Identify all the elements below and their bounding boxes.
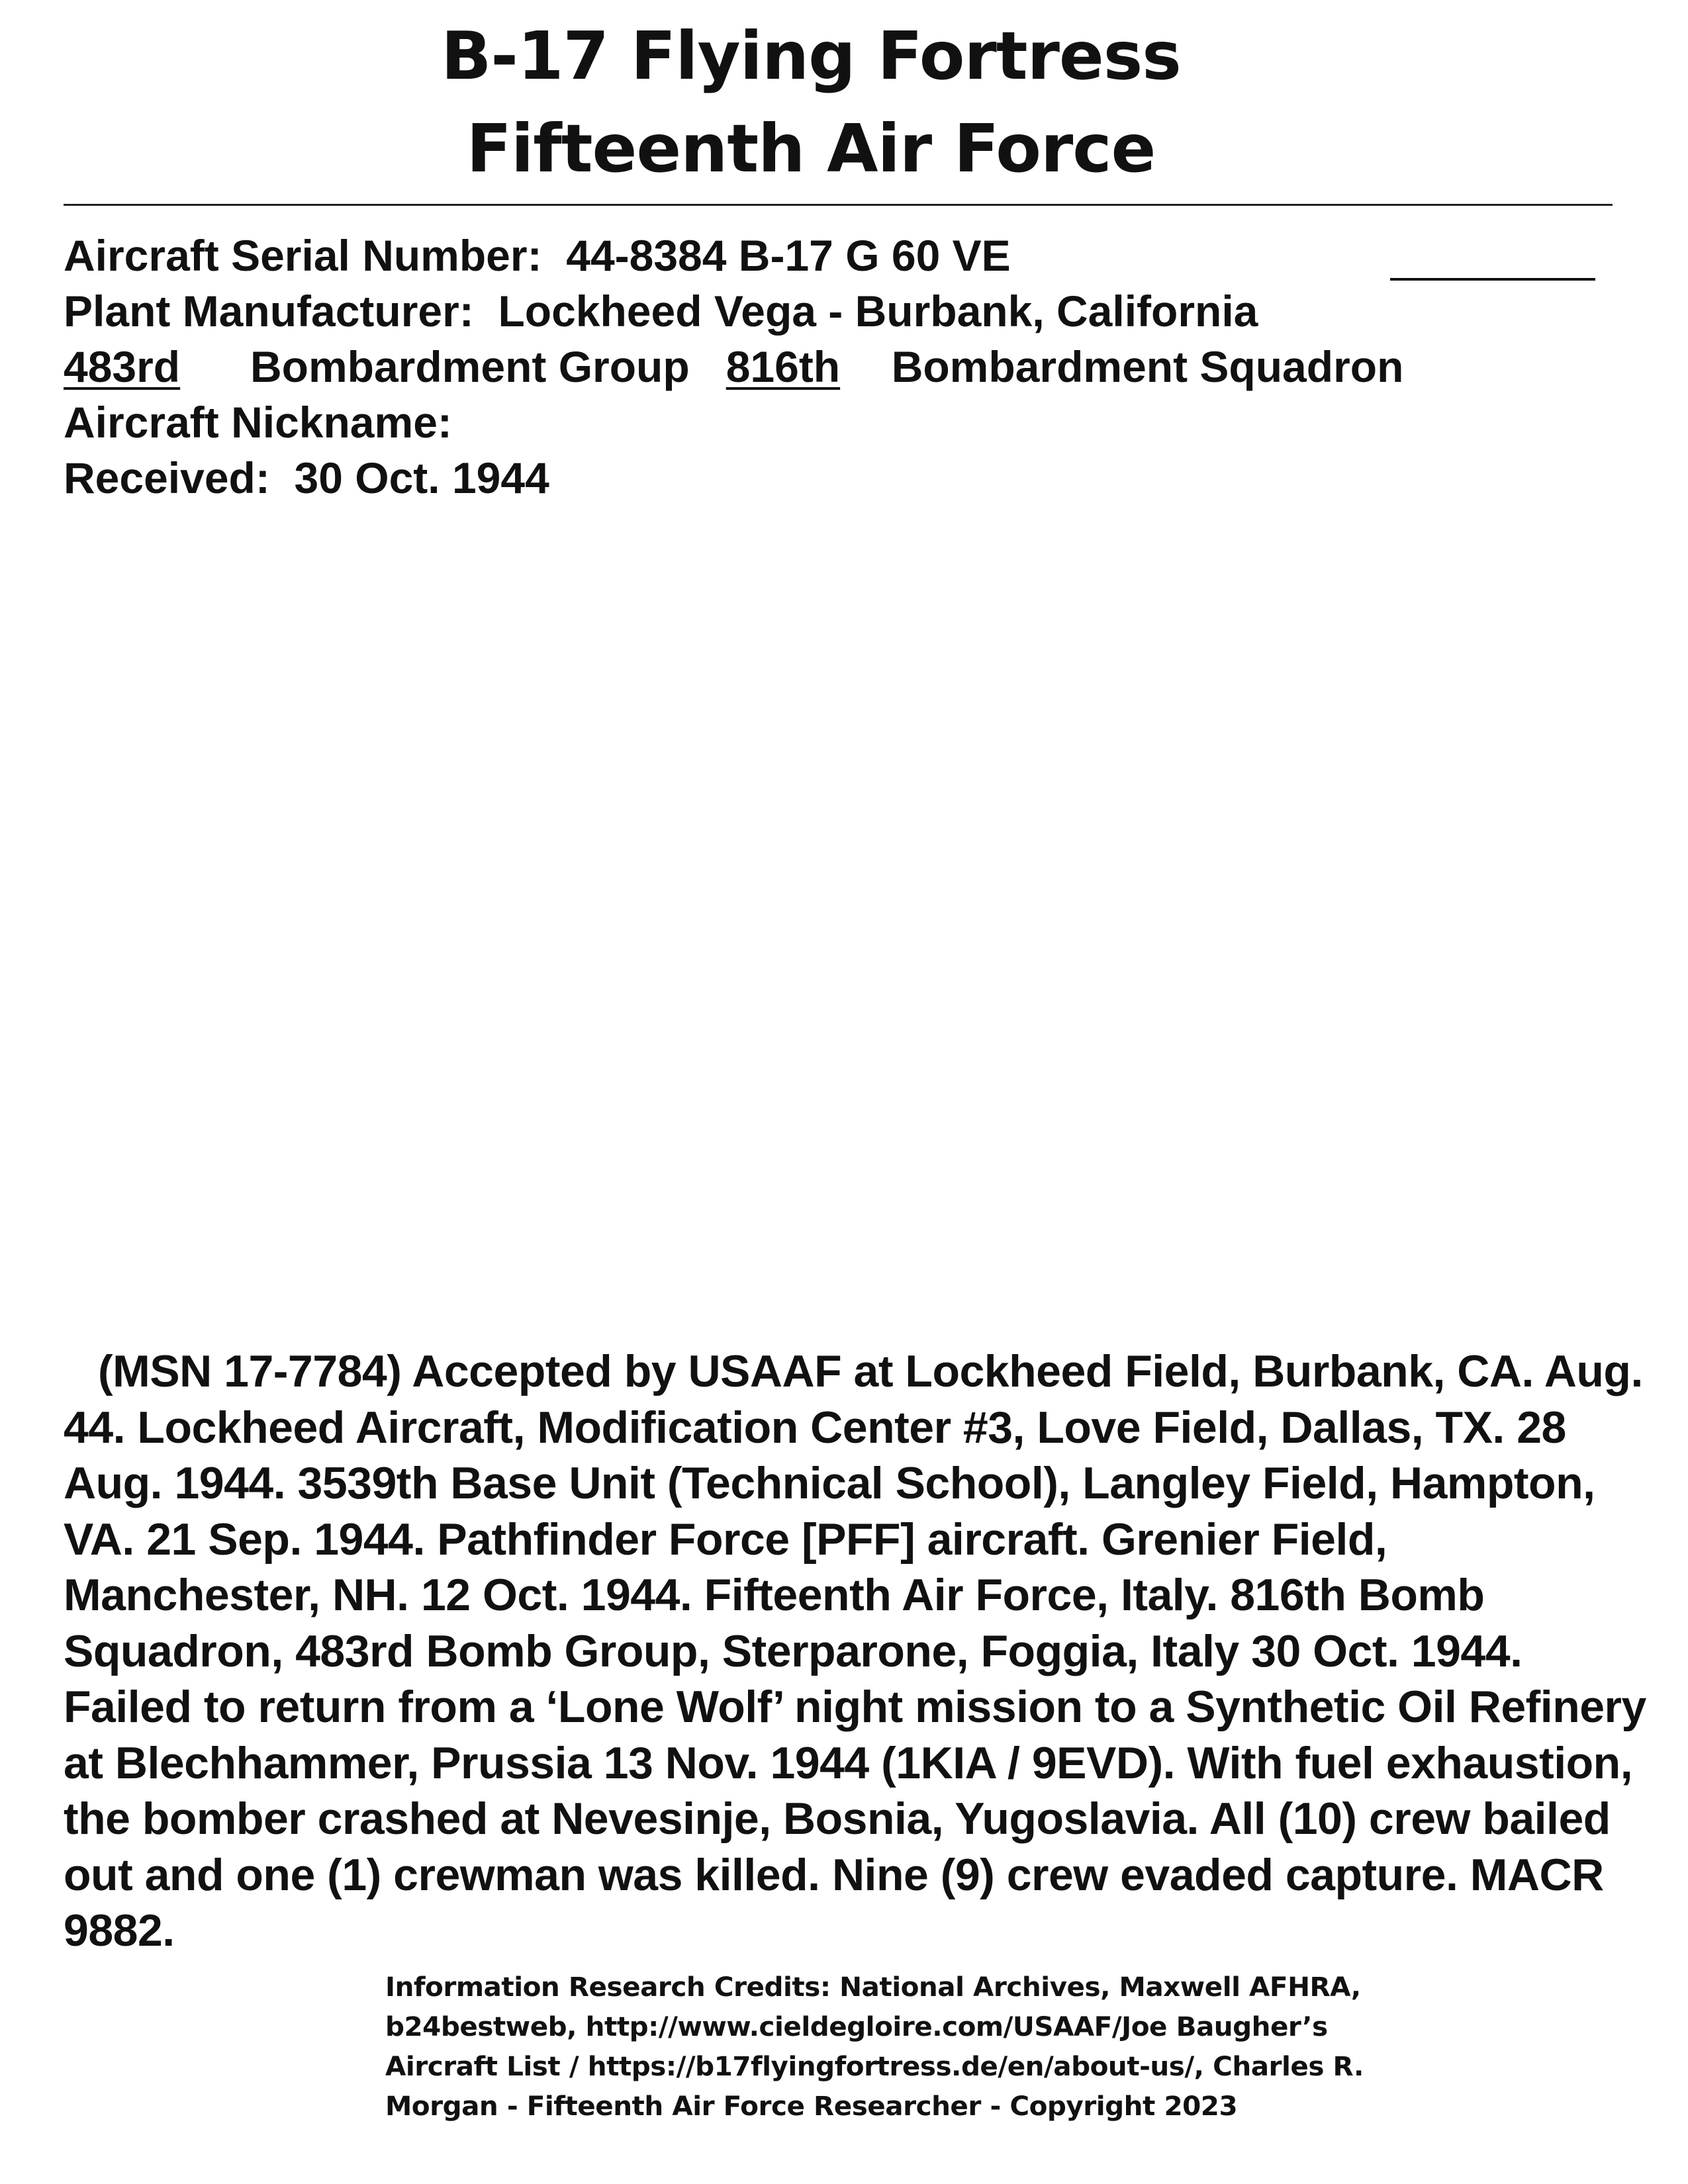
squadron-label: Bombardment Squadron — [891, 342, 1404, 391]
nickname-row — [64, 394, 464, 450]
blank-field-line — [1390, 278, 1595, 281]
serial-number-label: Aircraft Serial Number: — [64, 231, 542, 280]
research-credits — [385, 1967, 1378, 2126]
serial-number-row — [64, 228, 1011, 283]
received-value: 30 Oct. 1944 — [294, 453, 549, 502]
unit-row — [64, 339, 1403, 394]
credits-line: b24bestweb, http://www.cieldegloire.com/USAAF/Joe Baugher’s — [385, 2011, 1328, 2042]
received-label: Received: — [64, 453, 270, 502]
plant-manufacturer-row — [64, 283, 1258, 339]
received-row — [64, 450, 549, 506]
group-number: 483rd — [64, 342, 181, 391]
serial-number-value: 44-8384 B-17 G 60 VE — [566, 231, 1011, 280]
group-number-field — [64, 339, 250, 394]
history-paragraph: (MSN 17-7784) Accepted by USAAF at Lockheed Field, Burbank, CA. Aug. 44. Lockheed Aircraft, Modification Center #3, Love Field, Dallas, TX. 28 Aug. 1944. 3539th Base Unit (Technical School), Langley Field, Hampton, VA. 21 Sep. 1944. Pathfinder Force [PFF] aircraft. Grenier Field, Manchester, NH. 12 Oct. 1944. Fifteenth Air Force, Italy. 816th Bomb Squadron, 483rd Bomb Group, Sterparone, Foggia, Italy 30 Oct. 1944. Failed to return from a ‘Lone Wolf’ night mission to a Synthetic Oil Refinery at Blechhammer, Prussia 13 Nov. 1944 (1KIA / 9EVD). With fuel exhaustion, the bomber crashed at Nevesinje, Bosnia, Yugoslavia. All (10) crew bailed out and one (1) crewman was killed. Nine (9) crew evaded capture. MACR 9882. — [64, 1346, 1646, 1956]
nickname-label: Aircraft Nickname: — [64, 398, 452, 447]
plant-manufacturer-value: Lockheed Vega - Burbank, California — [498, 287, 1258, 336]
credits-line: Information Research Credits: National Archives, Maxwell AFHRA, — [385, 1971, 1361, 2003]
header-divider — [64, 204, 1613, 206]
group-label: Bombardment Group — [250, 342, 690, 391]
credits-line: Morgan - Fifteenth Air Force Researcher - Copyright 2023 — [385, 2090, 1238, 2122]
squadron-number: 816th — [726, 342, 841, 391]
credits-line: Aircraft List / https://b17flyingfortress.de/en/about-us/, Charles R. — [385, 2050, 1364, 2082]
plant-manufacturer-label: Plant Manufacturer: — [64, 287, 474, 336]
page-title: B-17 Flying Fortress — [441, 17, 1181, 95]
squadron-number-field — [726, 339, 892, 394]
page-subtitle: Fifteenth Air Force — [466, 110, 1156, 187]
